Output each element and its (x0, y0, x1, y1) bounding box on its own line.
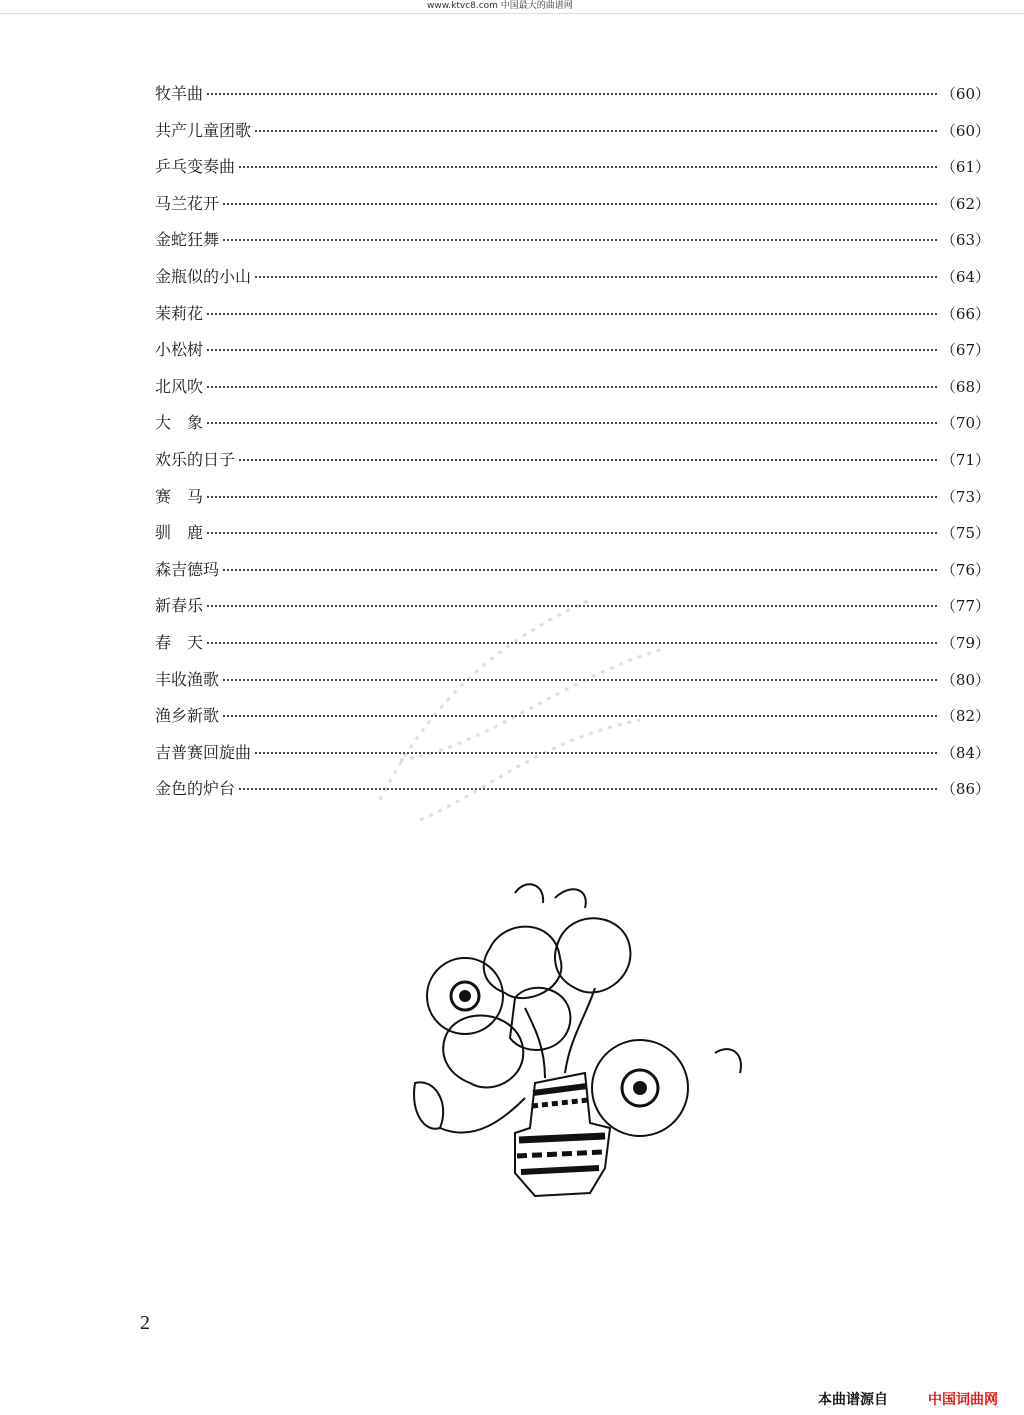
toc-row[interactable] (155, 300, 990, 337)
toc-dot-leader (207, 386, 937, 388)
toc-row[interactable] (155, 80, 990, 117)
toc-row[interactable] (155, 336, 990, 373)
toc-title: 欢乐的日子 (155, 449, 236, 469)
toc-dot-leader (207, 349, 937, 351)
toc-dot-leader (255, 276, 937, 278)
toc-row[interactable] (155, 153, 990, 190)
toc-title: 乒乓变奏曲 (155, 157, 236, 177)
toc-row[interactable] (155, 373, 990, 410)
toc-title: 金瓶似的小山 (155, 266, 252, 286)
toc-row[interactable] (155, 190, 990, 227)
toc-row[interactable] (155, 775, 990, 812)
toc-title: 牧羊曲 (155, 84, 204, 103)
toc-page-number: （75） (940, 524, 990, 543)
toc-dot-leader (207, 532, 937, 534)
toc-dot-leader (223, 715, 937, 717)
toc-title: 大 象 (155, 413, 204, 433)
toc-page-number: （84） (940, 743, 990, 762)
toc-page-number: （79） (940, 633, 990, 652)
toc-dot-leader (223, 239, 937, 241)
toc-title: 茉莉花 (155, 303, 204, 323)
toc-dot-leader (207, 605, 937, 607)
toc-title: 北风吹 (155, 376, 204, 396)
table-of-contents (155, 80, 990, 812)
toc-dot-leader (239, 788, 937, 790)
toc-page-number: （61） (940, 158, 990, 177)
toc-title: 吉普赛回旋曲 (155, 742, 252, 762)
toc-dot-leader (239, 459, 937, 461)
toc-page-number: （67） (940, 341, 990, 360)
toc-page-number: （76） (940, 560, 990, 579)
toc-page-number: （73） (940, 487, 990, 506)
toc-dot-leader (207, 496, 937, 498)
toc-row[interactable] (155, 592, 990, 629)
toc-page-number: （60） (940, 121, 990, 140)
page-number: 2 (140, 1312, 150, 1334)
toc-dot-leader (255, 130, 937, 132)
toc-dot-leader (223, 679, 937, 681)
toc-row[interactable] (155, 666, 990, 703)
toc-row[interactable] (155, 702, 990, 739)
toc-page-number: （77） (940, 597, 990, 616)
toc-title: 共产儿童团歌 (155, 120, 252, 140)
toc-title: 森吉德玛 (155, 559, 220, 579)
toc-dot-leader (207, 93, 937, 95)
toc-dot-leader (207, 422, 937, 424)
toc-title: 金色的炉台 (155, 779, 236, 799)
toc-row[interactable] (155, 629, 990, 666)
toc-row[interactable] (155, 556, 990, 593)
header-bar (0, 0, 1024, 14)
toc-page-number: （71） (940, 450, 990, 469)
flower-vase-icon (395, 878, 750, 1203)
toc-page-number: （70） (940, 414, 990, 433)
toc-page-number: （63） (940, 231, 990, 250)
footer-source-label: 本曲谱源自 (818, 1392, 888, 1408)
header-watermark: www.ktvc8.com 中国最大的曲谱网 (427, 1, 573, 11)
toc-row[interactable] (155, 519, 990, 556)
toc-dot-leader (223, 569, 937, 571)
toc-title: 丰收渔歌 (155, 669, 220, 689)
toc-title: 金蛇狂舞 (155, 230, 220, 250)
toc-dot-leader (223, 203, 937, 205)
toc-row[interactable] (155, 739, 990, 776)
toc-page-number: （62） (940, 194, 990, 213)
toc-row[interactable] (155, 117, 990, 154)
toc-title: 春 天 (155, 632, 204, 652)
toc-row[interactable] (155, 409, 990, 446)
toc-title: 新春乐 (155, 596, 204, 616)
toc-dot-leader (207, 642, 937, 644)
toc-title: 驯 鹿 (155, 523, 204, 543)
toc-title: 渔乡新歌 (155, 706, 220, 726)
toc-page-number: （80） (940, 670, 990, 689)
toc-title: 赛 马 (155, 486, 204, 506)
toc-title: 小松树 (155, 340, 204, 360)
toc-page-number: （64） (940, 267, 990, 286)
footer-brand-link[interactable]: 中国词曲网 (928, 1392, 998, 1408)
toc-page-number: （68） (940, 377, 990, 396)
toc-row[interactable] (155, 483, 990, 520)
toc-dot-leader (255, 752, 937, 754)
toc-title: 马兰花开 (155, 193, 220, 213)
toc-page-number: （86） (940, 780, 990, 799)
toc-row[interactable] (155, 263, 990, 300)
toc-dot-leader (239, 166, 937, 168)
toc-page-number: （82） (940, 707, 990, 726)
toc-dot-leader (207, 313, 937, 315)
toc-row[interactable] (155, 446, 990, 483)
toc-row[interactable] (155, 226, 990, 263)
toc-page-number: （60） (940, 85, 990, 103)
toc-page-number: （66） (940, 304, 990, 323)
